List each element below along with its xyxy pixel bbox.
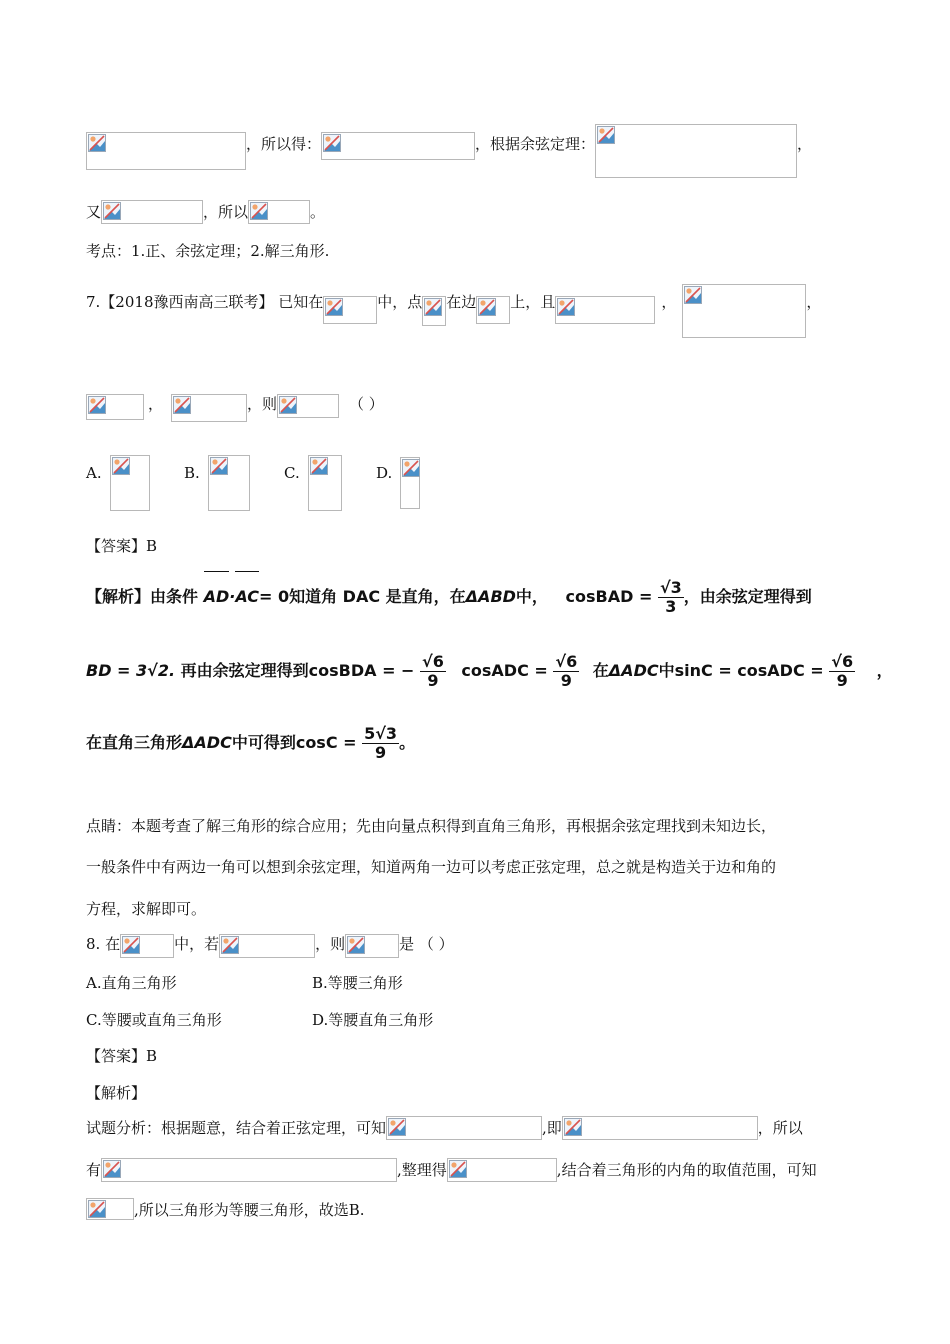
broken-image-icon	[478, 298, 496, 316]
broken-image-icon	[88, 1200, 106, 1218]
broken-image-icon	[103, 1160, 121, 1178]
paragraph-line: ，所以得： ，根据余弦定理： ，	[86, 132, 812, 186]
formula-image	[171, 394, 247, 422]
formula-image	[219, 934, 315, 958]
formula-image	[86, 394, 144, 420]
dianjing-line-1: 点睛：本题考查了解三角形的综合应用；先由向量点积得到直角三角形，再根据余弦定理找到未知边长，	[86, 817, 777, 835]
jiexi-line-2: BD = 3√2. 再由余弦定理得到cosBDA = − $\frac{√6}{9}$ cosADC = $\frac{√6}{9}$ 在ΔADC中sinC = cosADC = $\frac{√6}{9}$ ，	[86, 652, 893, 690]
broken-image-icon	[88, 134, 106, 152]
broken-image-icon	[173, 396, 191, 414]
broken-image-icon	[122, 936, 140, 954]
paragraph-line: 又 ，所以 。	[86, 200, 325, 224]
formula-image	[323, 296, 377, 324]
broken-image-icon	[88, 396, 106, 414]
broken-image-icon	[279, 396, 297, 414]
formula-image	[447, 1158, 557, 1182]
formula-image	[101, 200, 203, 224]
dianjing-line-3: 方程，求解即可。	[86, 900, 207, 918]
analysis-line-1: 试题分析：根据题意，结合着正弦定理，可知 ,即 ，所以	[86, 1116, 803, 1140]
broken-image-icon	[103, 202, 121, 220]
formula-image	[476, 296, 510, 324]
formula-image	[562, 1116, 758, 1140]
formula-image	[110, 455, 150, 511]
formula-image	[86, 132, 246, 170]
question-7-line-1: 7.【2018豫西南高三联考】 已知在 中，点 在边 上，且 ， ，	[86, 292, 821, 346]
formula-image	[682, 284, 806, 338]
analysis-line-3: ,所以三角形为等腰三角形，故选B.	[86, 1198, 365, 1220]
formula-image	[308, 455, 342, 511]
formula-image	[277, 394, 339, 418]
broken-image-icon	[449, 1160, 467, 1178]
formula-image	[400, 457, 420, 509]
broken-image-icon	[388, 1118, 406, 1136]
broken-image-icon	[424, 298, 442, 316]
answer-label: 【答案】B	[86, 1047, 158, 1065]
broken-image-icon	[112, 457, 130, 475]
formula-image	[120, 934, 174, 958]
broken-image-icon	[210, 457, 228, 475]
jiexi-line-3: 在直角三角形ΔADC中可得到cosC = $\frac{5√3}{9}$ 。	[86, 724, 416, 762]
broken-image-icon	[597, 126, 615, 144]
formula-image	[86, 1198, 134, 1220]
option-b-text: B.等腰三角形	[312, 974, 403, 992]
option-a-text: A.直角三角形	[86, 974, 177, 992]
broken-image-icon	[402, 459, 420, 477]
broken-image-icon	[347, 936, 365, 954]
formula-image	[386, 1116, 542, 1140]
broken-image-icon	[310, 457, 328, 475]
broken-image-icon	[325, 298, 343, 316]
formula-image	[422, 296, 446, 326]
kaodian-text: 考点：1.正、余弦定理；2.解三角形.	[86, 242, 330, 260]
jiexi-label: 【解析】	[86, 1084, 147, 1102]
broken-image-icon	[250, 202, 268, 220]
jiexi-line-1: 【解析】由条件 AD·AC= 0知道角 DAC 是直角，在ΔABD中， cosBAD = $\frac{√3}{3}$ ，由余弦定理得到	[86, 574, 812, 620]
option-c-text: C.等腰或直角三角形	[86, 1011, 222, 1029]
formula-image	[345, 934, 399, 958]
formula-image	[555, 296, 655, 324]
formula-image	[321, 132, 475, 160]
option-d-text: D.等腰直角三角形	[312, 1011, 434, 1029]
formula-image	[208, 455, 250, 511]
formula-image	[101, 1158, 397, 1182]
analysis-line-2: 有 ,整理得 ,结合着三角形的内角的取值范围，可知	[86, 1158, 817, 1182]
answer-label: 【答案】B	[86, 537, 158, 555]
question-8-line: 8. 在 中，若 ，则 是 （ ）	[86, 934, 454, 958]
broken-image-icon	[323, 134, 341, 152]
formula-image	[248, 200, 310, 224]
formula-image	[595, 124, 797, 178]
dianjing-line-2: 一般条件中有两边一角可以想到余弦定理，知道两角一边可以考虑正弦定理，总之就是构造关于边和角的	[86, 858, 777, 876]
broken-image-icon	[564, 1118, 582, 1136]
broken-image-icon	[684, 286, 702, 304]
broken-image-icon	[557, 298, 575, 316]
broken-image-icon	[221, 936, 239, 954]
question-7-line-2: ， ，则 （ ）	[86, 394, 384, 422]
